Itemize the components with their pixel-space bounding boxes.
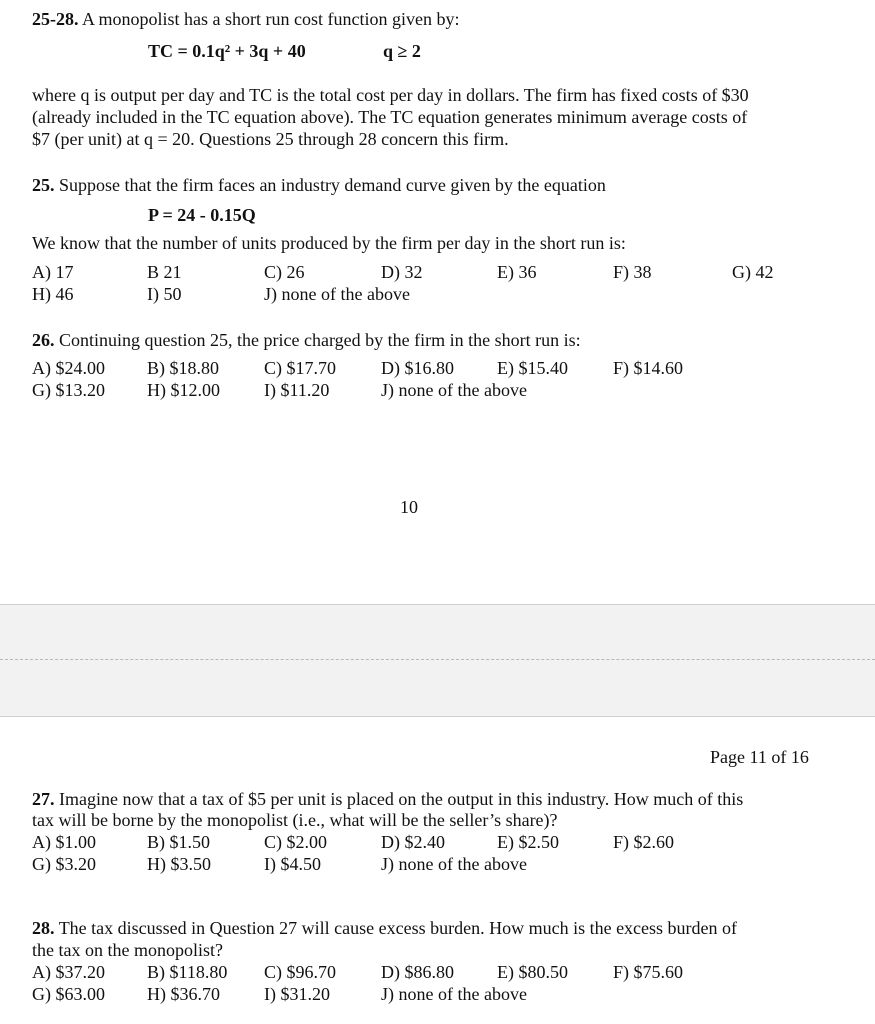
page-gap — [0, 604, 875, 717]
q28-option: E) $80.50 — [497, 962, 568, 982]
q28-option: F) $75.60 — [613, 962, 684, 982]
q26-option: A) $24.00 — [32, 358, 105, 378]
q26-number: 26. — [32, 330, 55, 350]
q25-option: F) 38 — [613, 262, 652, 282]
q28-number: 28. — [32, 918, 55, 938]
q25-option: C) 26 — [264, 262, 305, 282]
q27-option: H) $3.50 — [147, 854, 211, 874]
q25-option: I) 50 — [147, 284, 182, 304]
q27-line2: tax will be borne by the monopolist (i.e., what will be the seller’s share)? — [32, 810, 558, 830]
q27-option: A) $1.00 — [32, 832, 96, 852]
q25-prompt: We know that the number of units produced by the firm per day in the short run is: — [32, 233, 626, 253]
page-break-divider — [0, 659, 875, 660]
q26-option: E) $15.40 — [497, 358, 568, 378]
q28-option: J) none of the above — [381, 984, 527, 1004]
page-footer-number: 10 — [400, 497, 418, 517]
q28-line1 — [32, 917, 737, 939]
page-header: Page 11 of 16 — [710, 747, 809, 767]
intro-desc-line3: $7 (per unit) at q = 20. Questions 25 through 28 concern this firm. — [32, 129, 509, 149]
q27-option: B) $1.50 — [147, 832, 210, 852]
q27-text: Imagine now that a tax of $5 per unit is placed on the output in this industry. How much of this — [59, 789, 744, 809]
q25-option: J) none of the above — [264, 284, 410, 304]
intro-number: 25-28. — [32, 9, 79, 29]
q25-heading — [32, 174, 606, 196]
q25-number: 25. — [32, 175, 55, 195]
q25-option: B 21 — [147, 262, 182, 282]
q26-option: J) none of the above — [381, 380, 527, 400]
q27-option: E) $2.50 — [497, 832, 559, 852]
q26-heading — [32, 329, 581, 351]
q26-option: H) $12.00 — [147, 380, 220, 400]
intro-desc-line2: (already included in the TC equation above). The TC equation generates minimum average costs of — [32, 107, 748, 127]
q26-option: C) $17.70 — [264, 358, 336, 378]
q27-option: I) $4.50 — [264, 854, 321, 874]
intro-text: A monopolist has a short run cost function given by: — [82, 9, 460, 29]
q25-option: G) 42 — [732, 262, 774, 282]
q26-option: D) $16.80 — [381, 358, 454, 378]
q28-option: H) $36.70 — [147, 984, 220, 1004]
q28-text: The tax discussed in Question 27 will cause excess burden. How much is the excess burden of — [58, 918, 738, 938]
intro-heading — [32, 8, 459, 30]
q26-option: G) $13.20 — [32, 380, 105, 400]
q28-option: C) $96.70 — [264, 962, 336, 982]
q27-option: G) $3.20 — [32, 854, 96, 874]
q26-option: I) $11.20 — [264, 380, 330, 400]
intro-desc-line1: where q is output per day and TC is the total cost per day in dollars. The firm has fixed costs of $30 — [32, 85, 749, 105]
demand-equation: P = 24 - 0.15Q — [148, 205, 256, 225]
q25-option: E) 36 — [497, 262, 537, 282]
q-condition: q ≥ 2 — [383, 41, 421, 61]
q25-option: H) 46 — [32, 284, 74, 304]
q27-option: C) $2.00 — [264, 832, 327, 852]
q27-line1 — [32, 788, 743, 810]
q25-option: D) 32 — [381, 262, 423, 282]
q26-option: F) $14.60 — [613, 358, 684, 378]
q27-option: J) none of the above — [381, 854, 527, 874]
q28-option: D) $86.80 — [381, 962, 454, 982]
q25-text: Suppose that the firm faces an industry demand curve given by the equation — [59, 175, 606, 195]
q27-number: 27. — [32, 789, 55, 809]
q28-line2: the tax on the monopolist? — [32, 940, 223, 960]
q27-option: F) $2.60 — [613, 832, 675, 852]
q26-text: Continuing question 25, the price charged by the firm in the short run is: — [59, 330, 581, 350]
q26-option: B) $18.80 — [147, 358, 219, 378]
q28-option: G) $63.00 — [32, 984, 105, 1004]
q28-option: I) $31.20 — [264, 984, 330, 1004]
q28-option: A) $37.20 — [32, 962, 105, 982]
q25-option: A) 17 — [32, 262, 74, 282]
q27-option: D) $2.40 — [381, 832, 445, 852]
cost-equation: TC = 0.1q² + 3q + 40 — [148, 41, 306, 61]
q28-option: B) $118.80 — [147, 962, 228, 982]
